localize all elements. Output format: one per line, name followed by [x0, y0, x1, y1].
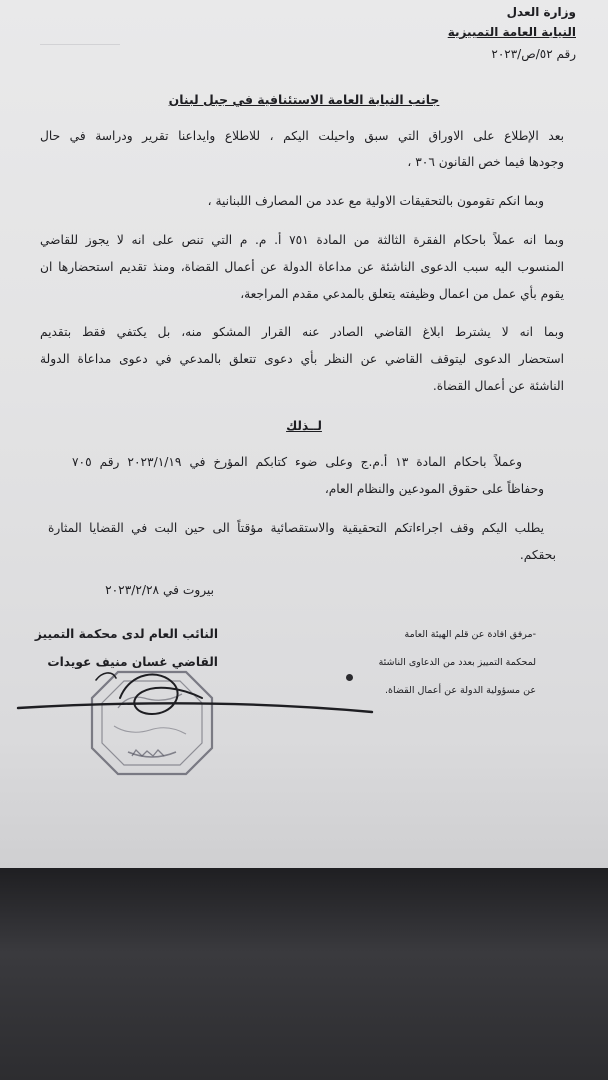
- attachment-note-line: -مرفق افادة عن قلم الهيئة العامة: [404, 629, 536, 640]
- paragraph-line: وبما انكم تقومون بالتحقيقات الاولية مع عدد من المصارف اللبنانية ،: [207, 194, 544, 208]
- paragraph-line: وبما انه لا يشترط ابلاغ القاضي الصادر عنه القرار المشكو منه، بل يكتفي فقط بتقديم: [40, 325, 564, 339]
- office-name: النيابة العامة التمييزية: [447, 25, 576, 39]
- faint-stamp-trace: [40, 44, 120, 51]
- paragraph-line: بحقكم.: [519, 548, 556, 562]
- paragraph-line: يطلب اليكم وقف اجراءاتكم التحقيقية والاستقصائية مؤقتاً الى حين البت في القضايا المثارة: [48, 521, 544, 535]
- paragraph-line: بعد الإطلاع على الاوراق التي سبق واحيلت اليكم ، للاطلاع وايداعنا تقرير ودراسة في حال: [40, 129, 564, 143]
- paragraph-line: يقوم بأي عمل من اعمال وظيفته يتعلق بالمدعي مقدم المراجعة،: [240, 287, 564, 301]
- recipient-heading: جانب النيابة العامة الاستئنافية في جبل لبنان: [168, 92, 440, 107]
- reference-number: رقم ٥٢/ص/٢٠٢٣: [491, 47, 576, 61]
- signatory-name: القاضي غسان منيف عويدات: [47, 655, 218, 669]
- ministry-name: وزارة العدل: [506, 5, 576, 19]
- paragraph-line: وجودها فيما خص القانون ٣٠٦ ،: [407, 155, 564, 169]
- official-seal-icon: [88, 668, 216, 778]
- ink-dot: [346, 674, 353, 681]
- paragraph-line: وحفاظاً على حقوق المودعين والنظام العام،: [324, 482, 544, 496]
- paragraph-line: الناشئة عن أعمال القضاة.: [432, 379, 564, 393]
- signatory-title: النائب العام لدى محكمة التمييز: [34, 627, 218, 641]
- place-and-date: بيروت في ٢٠٢٣/٢/٢٨: [105, 583, 214, 597]
- therefore-heading: لــذلك: [286, 419, 322, 433]
- paragraph-line: استحضار الدعوى ليتوقف القاضي عن النظر بأي دعوى تتعلق بالمدعي في دعوى مداعاة الدولة: [40, 352, 564, 366]
- attachment-note-line: عن مسؤولية الدولة عن أعمال القضاة.: [385, 685, 536, 696]
- dark-background: [0, 868, 608, 1080]
- attachment-note-line: لمحكمة التمييز بعدد من الدعاوى الناشئة: [378, 657, 536, 668]
- paragraph-line: وعملاً باحكام المادة ١٣ أ.م.ج وعلى ضوء كتابكم المؤرخ في ٢٠٢٣/١/١٩ رقم ٧٠٥: [72, 455, 522, 469]
- paragraph-line: المنسوب اليه سبب الدعوى الناشئة عن مداعاة الدولة عن أعمال القضاة، ومنذ تقديم استحضارها ان: [40, 260, 564, 274]
- paragraph-line: وبما انه عملاً باحكام الفقرة الثالثة من المادة ٧٥١ أ. م. م التي تنص على انه لا يجوز للقاضي: [40, 233, 564, 247]
